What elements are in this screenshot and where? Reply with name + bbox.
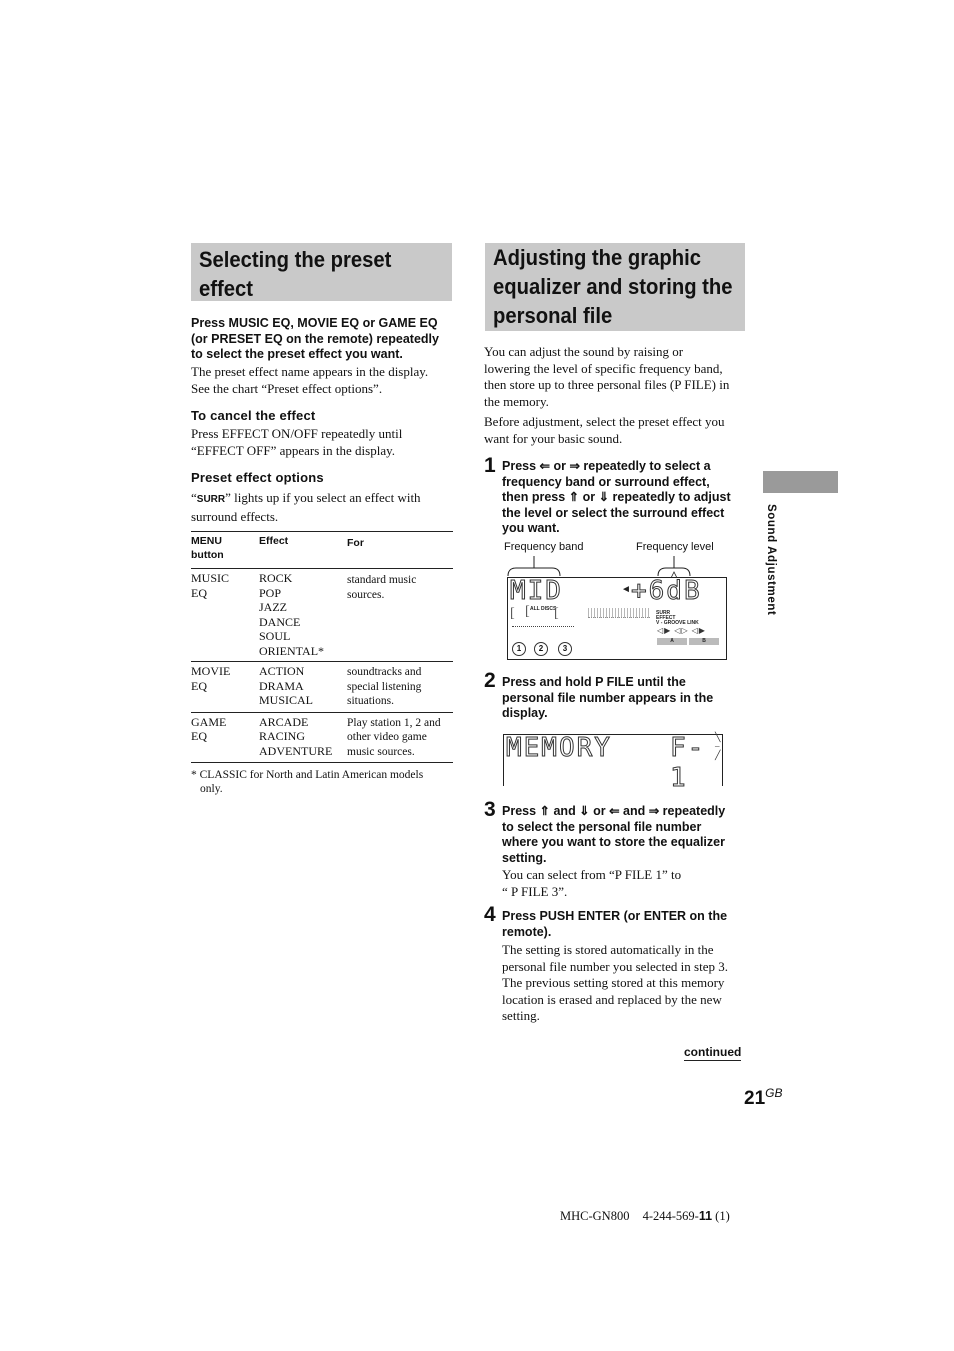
cell-line: MUSICAL (259, 693, 314, 707)
disc-2-icon: 2 (534, 642, 548, 656)
left-heading-line: effect (199, 276, 253, 301)
footer-part (643, 1209, 730, 1223)
cell-line: EQ (191, 678, 207, 693)
body-line: The setting is stored automatically in the (502, 942, 714, 957)
cell-line: other video game (347, 731, 427, 743)
step-line: remote). (502, 924, 552, 939)
page-number-suffix: GB (765, 1086, 783, 1100)
left-instruction (191, 316, 461, 363)
table-cell-menu (191, 662, 259, 713)
body-line: location is erased and replaced by the new (502, 991, 722, 1007)
step-number: 2 (484, 669, 496, 692)
surr-open-quote: “ (191, 490, 197, 505)
cell-line: special listening (347, 680, 422, 693)
cell-line: RACING (259, 729, 306, 743)
page-number (744, 1086, 782, 1110)
frequency-level-label: Frequency level (636, 541, 714, 553)
footer-code (560, 1209, 730, 1224)
footnote-line: * CLASSIC for North and Latin American models (191, 769, 424, 781)
transport-icons: ◁▶ ◁▷ ◁▶ (657, 626, 706, 635)
header-line: button (191, 549, 224, 561)
left-heading-line: Selecting the preset (199, 247, 392, 272)
step-line: display. (502, 706, 548, 720)
spectrum-bars (588, 608, 650, 618)
b-indicator: B (689, 638, 719, 645)
cell-line: MUSIC (191, 571, 230, 585)
cell-line: music sources. (347, 745, 415, 758)
step-line: frequency band or surround effect, (502, 474, 710, 489)
step-line: setting. (502, 850, 547, 865)
body-line: lowering the level of specific frequency band, (484, 360, 723, 376)
table-cell-for (347, 662, 453, 713)
footnote (191, 768, 461, 796)
surr-note-line: surround effects. (191, 508, 279, 524)
footer-part-pre: 4-244-569- (642, 1209, 699, 1223)
footnote-line: only. (200, 783, 223, 795)
step-line: the level or select the surround effect (502, 505, 725, 520)
step-line: Press ⇑ and ⇓ or ⇐ and ⇒ repeatedly (502, 804, 726, 818)
table-cell-menu (191, 712, 259, 763)
step-instruction (502, 675, 752, 722)
step-line: then press ⇑ or ⇓ repeatedly to adjust (502, 490, 731, 504)
right-heading (493, 243, 733, 330)
step-number: 4 (484, 903, 496, 926)
step-body (502, 867, 752, 900)
intro-paragraph (484, 344, 749, 410)
cell-line: ARCADE (259, 714, 309, 729)
disc-bracket-glyph: [ (554, 606, 559, 621)
header-line: For (347, 537, 364, 549)
lcd-memory-text: MEMORY (506, 733, 612, 763)
instruction-line: (or PRESET EQ on the remote) repeatedly (191, 331, 439, 346)
cancel-body (191, 426, 461, 459)
step-number: 3 (484, 798, 496, 821)
body-line: “ P FILE 3”. (502, 883, 568, 899)
table-row (191, 569, 453, 662)
footer-part-bold: 11 (698, 1209, 713, 1223)
left-bracket-glyph: [ (510, 606, 515, 621)
cell-line: POP (259, 585, 282, 600)
left-heading-box (191, 243, 452, 301)
body-line: Press EFFECT ON/OFF repeatedly until (191, 426, 403, 441)
preset-effect-table (191, 531, 453, 763)
section-tab-label: Sound Adjustment (765, 504, 777, 616)
body-line: The previous setting stored at this memory (502, 975, 725, 990)
cell-line: ORIENTAL* (259, 643, 325, 658)
instruction-line: to select the preset effect you want. (191, 347, 403, 361)
header-line: Effect (259, 535, 289, 547)
cell-line: Play station 1, 2 and (347, 716, 441, 729)
right-heading-line: Adjusting the graphic (493, 245, 702, 270)
right-heading-line: equalizer and storing the (493, 274, 733, 299)
frequency-band-label: Frequency band (504, 541, 584, 553)
instruction-line: Press MUSIC EQ, MOVIE EQ or GAME EQ (191, 316, 438, 330)
disc-bracket-glyph: [ (525, 604, 530, 619)
step-line: to select the personal file number (502, 819, 702, 834)
table-cell-for (347, 569, 453, 662)
left-arrow-icon: ◄ (621, 584, 631, 595)
a-indicator: A (657, 638, 687, 645)
surr-indicator: SURR (656, 610, 671, 616)
right-heading-line: personal file (493, 303, 613, 328)
body-line: You can select from “P FILE 1” to (502, 867, 682, 882)
cell-line: DRAMA (259, 678, 304, 693)
all-discs-indicator: ALL DISCS (530, 606, 557, 612)
footer-model: MHC-GN800 (560, 1209, 630, 1223)
cancel-title: To cancel the effect (191, 408, 316, 423)
table-header (191, 532, 259, 569)
table-header (259, 532, 347, 569)
body-line: then store up to three personal files (P FILE) in (484, 377, 730, 392)
section-tab (763, 471, 838, 493)
cell-line: DANCE (259, 614, 301, 629)
body-line: The preset effect name appears in the display. (191, 364, 429, 379)
table-row (191, 662, 453, 713)
step-instruction (502, 909, 752, 940)
lcd-file-text: F-1 (670, 733, 706, 793)
effect-indicator: EFFECT (656, 615, 676, 621)
body-line: personal file number you selected in step 3. (502, 958, 728, 974)
step-line: Press PUSH ENTER (or ENTER on the (502, 909, 728, 923)
table-cell-effect (259, 569, 347, 662)
right-heading-box (485, 243, 745, 331)
table-cell-for (347, 712, 453, 763)
cell-line: sources. (347, 588, 385, 601)
continued-label: continued (684, 1045, 742, 1059)
lcd-display-memory (503, 732, 723, 793)
cell-line: ROCK (259, 571, 293, 585)
lcd-level-text: +6dB (631, 576, 702, 606)
surr-note-line (191, 490, 461, 509)
cell-line: ADVENTURE (259, 743, 333, 758)
surr-indicator-word: SURR (196, 494, 226, 505)
options-title: Preset effect options (191, 470, 324, 485)
dotted-rule (512, 626, 574, 627)
surr-note-text: ” lights up if you select an effect with (225, 490, 421, 505)
body-line: See the chart “Preset effect options”. (191, 380, 383, 396)
footer-part-post: (1) (712, 1209, 730, 1223)
cell-line: soundtracks and (347, 666, 422, 678)
step-instruction (502, 459, 752, 537)
header-line: MENU (191, 535, 222, 547)
page-number-value: 21 (744, 1088, 766, 1109)
cell-line: situations. (347, 695, 394, 707)
table-cell-menu (191, 569, 259, 662)
cell-line: standard music (347, 574, 417, 586)
left-heading (199, 245, 432, 303)
step-line: Press ⇐ or ⇒ repeatedly to select a (502, 459, 711, 473)
lcd-band-text: MID (510, 576, 563, 606)
disc-1-icon: 1 (512, 642, 526, 656)
cell-line: EQ (191, 585, 207, 600)
cell-line: JAZZ (259, 600, 287, 614)
blink-mark-icon: ╲ ‒ ╱ (715, 732, 721, 760)
body-line: “EFFECT OFF” appears in the display. (191, 442, 396, 458)
body-line: You can adjust the sound by raising or (484, 344, 684, 359)
table-cell-effect (259, 712, 347, 763)
cell-line: EQ (191, 729, 207, 743)
step-line: personal file number appears in the (502, 690, 714, 705)
surr-note (191, 490, 461, 525)
cell-line: GAME (191, 714, 227, 729)
intro-paragraph (484, 414, 749, 447)
step-line: you want. (502, 521, 560, 535)
body-line: want for your basic sound. (484, 430, 623, 446)
table-row (191, 712, 453, 763)
lcd-display-equalizer (507, 577, 727, 660)
body-line: the memory. (484, 393, 549, 409)
v-groove-indicator: V - GROOVE LINK (656, 620, 699, 626)
table-cell-effect (259, 662, 347, 713)
table-header (347, 532, 453, 569)
step-body (502, 942, 752, 1025)
cell-line: SOUL (259, 629, 291, 643)
cell-line: ACTION (259, 664, 305, 678)
disc-3-icon: 3 (558, 642, 572, 656)
table-header-row (191, 532, 453, 569)
body-line: Before adjustment, select the preset effect you (484, 414, 725, 429)
step-line: where you want to store the equalizer (502, 835, 725, 849)
step-instruction (502, 804, 752, 866)
cell-line: MOVIE (191, 664, 231, 678)
step-number: 1 (484, 454, 496, 477)
left-instruction-body (191, 364, 461, 397)
step-line: Press and hold P FILE until the (502, 675, 686, 689)
body-line: setting. (502, 1008, 540, 1023)
